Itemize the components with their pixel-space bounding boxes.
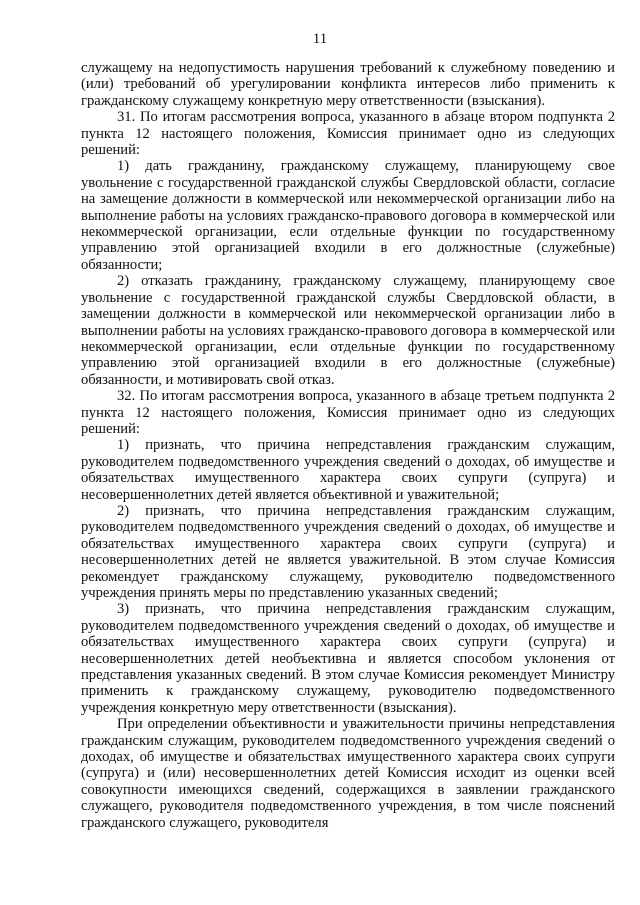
paragraph-item-31-2: 2) отказать гражданину, гражданскому служащему, планирующему свое увольнение с государственной гражданской службы Свердловской области, в замещении должности в коммерческой или некоммерческой организации либо в выполнении работы на условиях гражданско-правового договора в коммерческой или некоммерческой организации, если отдельные функции по государственному управлению этой организацией входили в его должностные (служебные) обязанности, и мотивировать свой отказ.	[81, 273, 615, 388]
paragraph-item-31: 31. По итогам рассмотрения вопроса, указанного в абзаце втором подпункта 2 пункта 12 настоящего положения, Комиссия принимает одно из следующих решений:	[81, 109, 615, 159]
paragraph-item-32-1: 1) признать, что причина непредставления гражданским служащим, руководителем подведомственного учреждения сведений о доходах, об имуществе и обязательствах имущественного характера своих супруги (супруга) и несовершеннолетних детей является объективной и уважительной;	[81, 437, 615, 503]
page-number: 11	[312, 31, 328, 47]
paragraph-continuation: служащему на недопустимость нарушения требований к служебному поведению и (или) требований об урегулировании конфликта интересов либо применить к гражданскому служащему конкретную меру ответственности (взыскания).	[81, 60, 615, 109]
paragraph-item-31-1: 1) дать гражданину, гражданскому служащему, планирующему свое увольнение с государственной гражданской службы Свердловской области, согласие на замещение должности в коммерческой или некоммерческой организации либо на выполнение работы на условиях гражданско-правового договора в коммерческой или некоммерческой организации, если отдельные функции по государственному управлению этой организацией входили в его должностные (служебные) обязанности;	[81, 158, 615, 273]
document-body	[81, 60, 615, 831]
paragraph-item-32-3: 3) признать, что причина непредставления гражданским служащим, руководителем подведомственного учреждения сведений о доходах, об имуществе и обязательствах имущественного характера своих супруги (супруга) и несовершеннолетних детей необъективна и является способом уклонения от представления указанных сведений. В этом случае Комиссия рекомендует Министру применить к гражданскому служащему, руководителю подведомственного учреждения конкретную меру ответственности (взыскания).	[81, 601, 615, 716]
paragraph-item-32: 32. По итогам рассмотрения вопроса, указанного в абзаце третьем подпункта 2 пункта 12 настоящего положения, Комиссия принимает одно из следующих решений:	[81, 388, 615, 437]
paragraph-item-32-2: 2) признать, что причина непредставления гражданским служащим, руководителем подведомственного учреждения сведений о доходах, об имуществе и обязательствах имущественного характера своих супруги (супруга) и несовершеннолетних детей не является уважительной. В этом случае Комиссия рекомендует гражданскому служащему, руководителю подведомственного учреждения принять меры по представлению указанных сведений;	[81, 502, 615, 601]
paragraph-determination: При определении объективности и уважительности причины непредставления гражданским служащим, руководителем подведомственного учреждения сведений о доходах, об имуществе и обязательствах имущественного характера своих супруги (супруга) и (или) несовершеннолетних детей Комиссия исходит из оценки всей совокупности имеющихся сведений, содержащихся в заявлении гражданского служащего, руководителя подведомственного учреждения, в том числе пояснений гражданского служащего, руководителя	[81, 716, 615, 831]
